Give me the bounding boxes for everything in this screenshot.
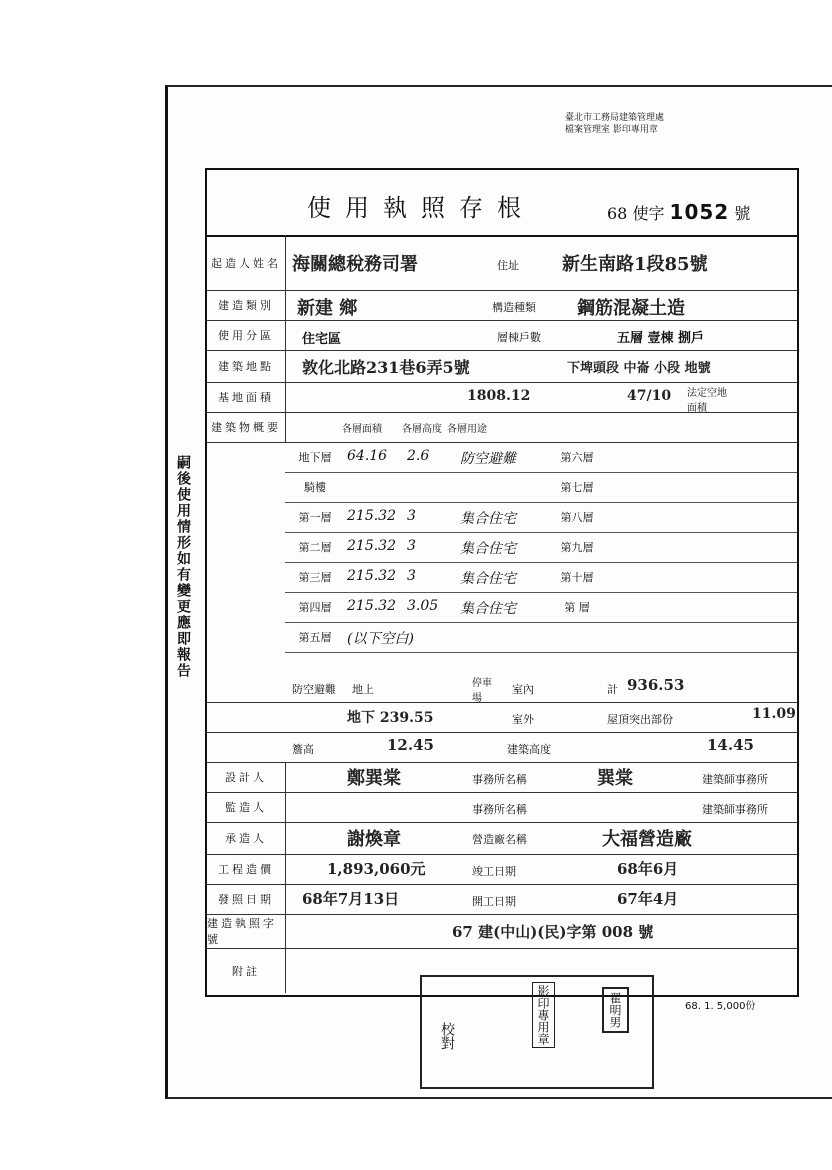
floor-label: 第一層 — [298, 511, 332, 524]
designer-name: 鄭巽棠 — [347, 768, 401, 789]
completion-value: 68年6月 — [617, 860, 679, 878]
floor-area: 215.32 — [347, 508, 396, 524]
floor-use: 集合住宅 — [460, 601, 516, 617]
floor-area: 64.16 — [347, 448, 388, 464]
floor-row — [285, 502, 797, 533]
bottom-stamp-area — [420, 975, 654, 1089]
side-note: 嗣後使用情形如有變更應即報告 — [175, 455, 191, 679]
shelter-above: 地上 — [352, 683, 374, 696]
floor-use-header: 各層用途 — [447, 424, 487, 435]
area-value: 1808.12 — [467, 388, 531, 404]
site-value: 敦化北路231巷6弄5號 — [302, 358, 470, 377]
floor-height: 3 — [407, 508, 416, 524]
total-value: 936.53 — [627, 676, 685, 694]
issue-label: 發照日期 — [207, 884, 286, 914]
projection-value: 11.09 — [752, 706, 796, 722]
floor-label: 第三層 — [298, 571, 332, 584]
parking-label: 停車場 — [472, 678, 492, 704]
building-type-row — [207, 290, 797, 321]
bldg-height-label: 建築高度 — [507, 743, 551, 756]
floor-area: (以下空白) — [347, 631, 414, 647]
permit-label: 建造執照字號 — [207, 914, 286, 948]
total-label: 計 — [607, 683, 618, 696]
start-label: 開工日期 — [472, 895, 516, 908]
upper-floor-label: 第八層 — [560, 511, 594, 524]
contractor-firm: 大福營造廠 — [602, 829, 692, 850]
height-row — [207, 732, 797, 763]
copy-stamp: 影印專用章 — [532, 982, 555, 1048]
applicant-value: 海關總稅務司署 — [292, 254, 418, 275]
floor-area: 215.32 — [347, 598, 396, 614]
coverage-value: 47/10 — [627, 388, 672, 404]
designer-firm-label: 事務所名稱 — [472, 773, 527, 786]
permit-form — [205, 168, 799, 997]
floor-use: 集合住宅 — [460, 541, 516, 557]
designer-row — [207, 762, 797, 793]
floor-row — [285, 472, 797, 503]
cost-label: 工程造價 — [207, 854, 286, 884]
doc-prefix: 68 使字 — [607, 204, 665, 223]
floor-label: 第五層 — [298, 631, 332, 644]
floor-label: 騎樓 — [304, 481, 326, 494]
parking-in: 室內 — [512, 683, 534, 696]
issue-row — [207, 884, 797, 915]
print-footnote: 68. 1. 5,000份 — [685, 1001, 756, 1012]
legal-label: 法定空地面積 — [687, 388, 727, 414]
projection-label: 屋頂突出部份 — [607, 713, 673, 726]
floor-area: 215.32 — [347, 538, 396, 554]
stamp-line1: 臺北市工務局建築管理處 — [565, 113, 665, 123]
title-row — [207, 170, 797, 237]
floor-area-header: 各層面積 — [342, 424, 382, 435]
cost-row — [207, 854, 797, 885]
cost-value: 1,893,060元 — [327, 860, 426, 878]
floor-height: 3 — [407, 568, 416, 584]
floor-row — [285, 442, 797, 473]
shelter-below-row — [207, 702, 797, 733]
floors-value: 五層 壹棟 捌戶 — [617, 331, 705, 346]
document-number — [607, 200, 750, 224]
permit-value: 67 建(中山)(民)字第 008 號 — [452, 923, 654, 941]
lot-value: 下埤頭段 中崙 小段 地號 — [567, 361, 711, 376]
designer-label: 設計人 — [207, 762, 286, 792]
building-type-label: 建造類別 — [207, 290, 286, 320]
zoning-row — [207, 320, 797, 351]
form-title: 使用執照存根 — [307, 194, 535, 222]
building-label: 建築物概要 — [207, 412, 286, 442]
designer-firm: 巽棠 — [597, 768, 633, 789]
doc-suffix: 號 — [734, 204, 751, 223]
supervisor-architect-suffix: 建築師事務所 — [702, 803, 768, 816]
upper-floor-label: 第十層 — [560, 571, 594, 584]
upper-floor-label: 第九層 — [560, 541, 594, 554]
parking-out: 室外 — [512, 713, 534, 726]
floor-row — [285, 622, 797, 653]
height-value: 12.45 — [387, 736, 434, 754]
structure-label: 構造種類 — [492, 301, 536, 314]
floor-row — [285, 532, 797, 563]
upper-floor-label: 第 層 — [564, 601, 590, 614]
completion-label: 竣工日期 — [472, 865, 516, 878]
permit-row — [207, 914, 797, 949]
area-label: 基地面積 — [207, 382, 286, 412]
floor-row — [285, 562, 797, 593]
floor-height: 3.05 — [407, 598, 439, 614]
contractor-label: 承造人 — [207, 822, 286, 854]
area-row — [207, 382, 797, 413]
supervisor-firm-label: 事務所名稱 — [472, 803, 527, 816]
remark-label: 附註 — [207, 948, 286, 993]
shelter-row — [207, 672, 797, 703]
contractor-name: 謝煥章 — [347, 829, 401, 850]
floor-use: 防空避難 — [460, 451, 516, 467]
floor-area: 215.32 — [347, 568, 396, 584]
doc-number-value: 1052 — [669, 200, 730, 224]
address-label: 住址 — [497, 259, 519, 272]
upper-floor-label: 第六層 — [560, 451, 594, 464]
archive-stamp — [565, 112, 795, 162]
supervisor-label: 監造人 — [207, 792, 286, 822]
height-label: 簷高 — [292, 743, 314, 756]
building-type-value: 新建 鄉 — [297, 298, 358, 319]
floor-header-row — [207, 412, 797, 443]
name-stamp: 翟明男 — [602, 987, 629, 1033]
stamp-line2: 檔案管理室 影印專用章 — [565, 125, 658, 135]
structure-value: 鋼筋混凝土造 — [577, 298, 685, 319]
contractor-row — [207, 822, 797, 855]
floor-label: 第四層 — [298, 601, 332, 614]
applicant-row — [207, 235, 797, 291]
architect-suffix: 建築師事務所 — [702, 773, 768, 786]
floor-height: 3 — [407, 538, 416, 554]
site-row — [207, 350, 797, 383]
floor-height: 2.6 — [407, 448, 430, 464]
shelter-label: 防空避難 — [292, 683, 336, 696]
upper-floor-label: 第七層 — [560, 481, 594, 494]
check-stamp: 校對 — [439, 1022, 455, 1050]
zoning-label: 使用分區 — [207, 320, 286, 350]
floor-use: 集合住宅 — [460, 511, 516, 527]
floor-label: 第二層 — [298, 541, 332, 554]
shelter-below: 地下 239.55 — [347, 710, 434, 726]
floor-height-header: 各層高度 — [402, 424, 442, 435]
floor-label: 地下層 — [298, 451, 332, 464]
floor-row — [285, 592, 797, 623]
zoning-value: 住宅區 — [302, 332, 342, 347]
contractor-company-label: 營造廠名稱 — [472, 833, 527, 846]
address-value: 新生南路1段85號 — [562, 254, 708, 275]
supervisor-row — [207, 792, 797, 823]
issue-value: 68年7月13日 — [302, 890, 400, 908]
floors-label: 層棟戶數 — [497, 331, 541, 344]
applicant-label: 起造人姓名 — [207, 235, 286, 290]
floor-use: 集合住宅 — [460, 571, 516, 587]
start-value: 67年4月 — [617, 890, 679, 908]
bldg-height-value: 14.45 — [707, 736, 754, 754]
site-label: 建築地點 — [207, 350, 286, 382]
